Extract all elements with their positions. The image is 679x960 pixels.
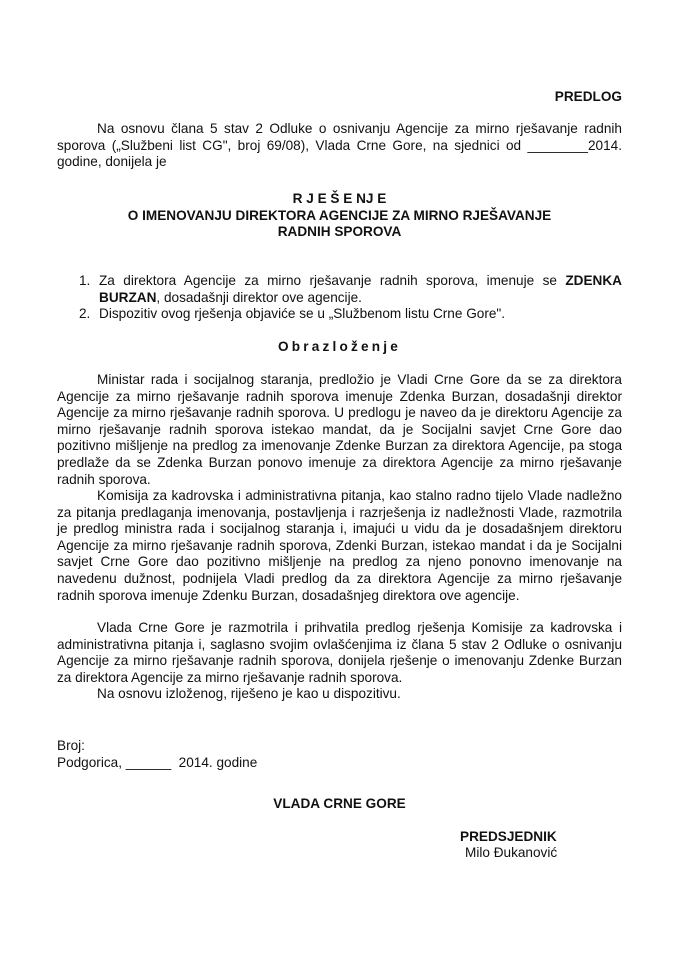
document-number-label: Broj:: [57, 738, 85, 753]
item-number: 2.: [79, 306, 91, 322]
reasoning-paragraph: Komisija za kadrovska i administrativna pitanja, kao stalno radno tijelo Vlade nadležno za pitanja predlaganja imenovanja, postavljenja i razrješenja iz nadležnosti Vlade, razmotrila je predlog ministra rada i socijalnog staranja i, imajući u vidu da je dosadašnjem direktoru Agencije za mirno rješavanje radnih sporova, Zdenki Burzan, istekao mandat i da je Socijalni savjet Crne Gore dao pozitivno mišljenje na predlog za njeno ponovno imenovanje na navedenu dužnost, podnijela Vladi predlog da za direktora Agencije za mirno rješavanje radnih sporova imenuje Zdenku Burzan, dosadašnjeg direktora ove agencije.: [57, 488, 622, 603]
appointee-name: ZDENKA BURZAN: [99, 273, 622, 305]
place-and-date: Podgorica, ______ 2014. godine: [57, 755, 258, 770]
intro-paragraph: Na osnovu člana 5 stav 2 Odluke o osnivanju Agencije za mirno rješavanje radnih sporova („Službeni list CG", broj 69/08), Vlada Crne Gore, na sjednici od ________2014. godine, donijela je: [57, 121, 622, 170]
item-text: Dispozitiv ovog rješenja objaviće se u „Službenom listu Crne Gore".: [99, 306, 506, 322]
proposal-label: PREDLOG: [554, 89, 622, 104]
item-number: 1.: [79, 273, 91, 288]
decision-items: [57, 273, 622, 323]
decision-title-subject-cont: RADNIH SPOROVA: [277, 224, 402, 240]
signatory-name: Milo Đukanović: [465, 845, 558, 860]
reasoning-paragraph: Vlada Crne Gore je razmotrila i prihvatila predlog rješenja Komisije za kadrovska i administrativna pitanja i, saglasno svojim ovlašćenjima iz člana 5 stav 2 Odluke o osnivanju Agencije za mirno rješavanje radnih sporova, donijela rješenje o imenovanju Zdenke Burzan za direktora Agencije za mirno rješavanje radnih sporova.: [57, 620, 622, 685]
item-text-cont: , dosadašnji direktor ove agencije.: [156, 289, 362, 305]
decision-item: [57, 306, 622, 323]
item-text: Za direktora Agencije za mirno rješavanje radnih sporova, imenuje se: [99, 273, 566, 288]
government-name: VLADA CRNE GORE: [273, 796, 406, 811]
reasoning-heading: Obrazloženje: [277, 339, 401, 354]
decision-item: [57, 273, 622, 306]
signatory-title: PREDSJEDNIK: [460, 829, 557, 844]
reasoning-paragraph: Ministar rada i socijalnog staranja, predložio je Vladi Crne Gore da se za direktora Agencije za mirno rješavanje radnih sporova imenuje Zdenka Burzan, dosadašnji direktor Agencije za mirno rješavanje radnih sporova. U predlogu je naveo da je direktoru Agencije za mirno rješavanje radnih sporova istekao mandat, da je Socijalni savjet Crne Gore dao pozitivno mišljenje na predlog za imenovanje Zdenke Burzan za direktora Agencije, pa stoga predlaže da se Zdenka Burzan ponovo imenuje za direktora Agencije za mirno rješavanje radnih sporova.: [57, 372, 622, 487]
decision-title: [57, 191, 622, 241]
decision-title-subject: O IMENOVANJU DIREKTORA AGENCIJE ZA MIRNO RJEŠAVANJE: [127, 207, 552, 223]
decision-title-word: R J E Š E NJ E: [292, 191, 387, 206]
conclusion-paragraph: Na osnovu izloženog, riješeno je kao u dispozitivu.: [97, 686, 401, 701]
